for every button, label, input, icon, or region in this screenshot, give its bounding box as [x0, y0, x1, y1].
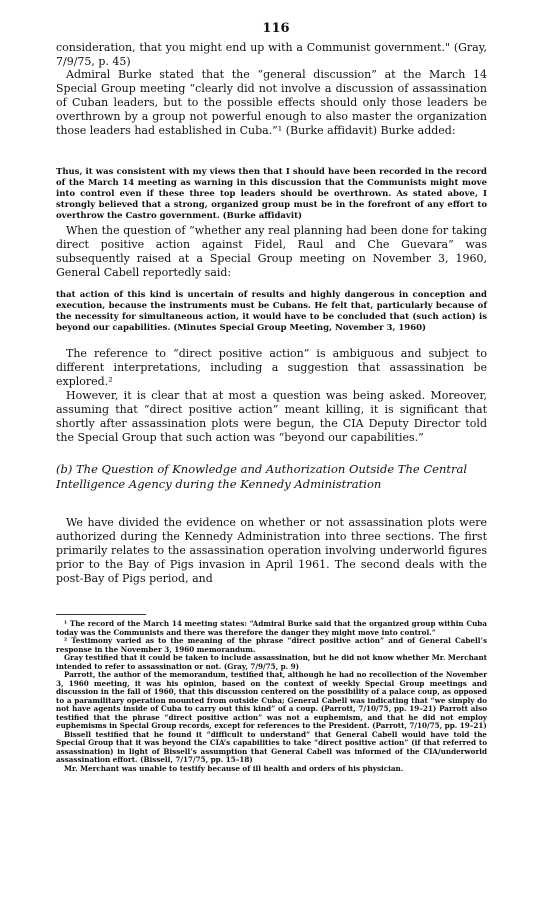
block-quote-2: that action of this kind is uncertain of results and highly dangerous in conception and execution, because the instruments must be Cubans. He felt that, particularly because of the necessity for simultaneous action, it would have to be concluded that (such action) is beyond our capabilities. (Minutes Special Group Meeting, November 3, 1960)	[56, 290, 487, 333]
paragraph-4: The reference to “direct positive action” is ambiguous and subject to different interpretations, including a suggestion that assassination be explored.²	[56, 347, 487, 388]
footnote-2-merchant: Mr. Merchant was unable to testify because of ill health and orders of his physician.	[64, 763, 404, 773]
paragraph-5: However, it is clear that at most a question was being asked. Moreover, assuming that “direct positive action” meant killing, it is significant that shortly after assassination plots were begun, the CIA Deputy Director told the Special Group that such action was “beyond our capabilities.”	[56, 389, 487, 444]
footnote-2-bissell: Bissell testified that he found it “difficult to understand” that General Cabell would have told the Special Group that it was beyond the CIA’s capabilities to take “direct positive action” (if that referred to assassination) in light of Bissell’s assumption that General Cabell was informed of the CIA/underworld assassination effort. (Bissell, 7/17/75, pp. 15–18)	[56, 729, 487, 764]
section-subheading: (b) The Question of Knowledge and Authorization Outside The Central Intelligence Agency during the Kennedy Administration	[56, 462, 468, 491]
footnote-2-parrott: Parrott, the author of the memorandum, testified that, although he had no recollection of the November 3, 1960 meeting, it was his opinion, based on the context of weekly Special Group meetings and discussion in the fall of 1960, that this discussion centered on the possibility of a palace coup, as opposed to a paramilitary operation mounted from outside Cuba; General Cabell was indicating that “we simply do not have agents inside of Cuba to carry out this kind” of a coup. (Parrott, 7/10/75, pp. 19–21) Parrott also testified that the phrase “direct positive action” was not a euphemism, and that he did not employ euphemisms in Special Group records, except for references to the President. (Parrott, 7/10/75, pp. 19–21)	[56, 670, 487, 730]
paragraph-3: When the question of “whether any real planning had been done for taking direct positive action against Fidel, Raul and Che Guevara” was subsequently raised at a Special Group meeting on November 3, 1960, General Cabell reportedly said:	[56, 224, 487, 279]
footnotes	[56, 620, 487, 773]
page-number: 116	[262, 21, 290, 36]
paragraph-2: Admiral Burke stated that the “general discussion” at the March 14 Special Group meeting “clearly did not involve a discussion of assassination of Cuban leaders, but to the possible effects should only those leaders be overthrown by a group not powerful enough to also master the organization those leaders had established in Cuba.”¹ (Burke affidavit) Burke added:	[56, 68, 487, 137]
footnote-1: ¹ The record of the March 14 meeting states: “Admiral Burke said that the organized group within Cuba today was the Communists and there was therefore the danger they might move into control.”	[56, 619, 487, 637]
paragraph-6: We have divided the evidence on whether or not assassination plots were authorized during the Kennedy Administration into three sections. The first primarily relates to the assassination operation involving underworld figures prior to the Bay of Pigs invasion in April 1961. The second deals with the post-Bay of Pigs period, and	[56, 516, 487, 585]
footnote-rule	[56, 614, 146, 615]
block-quote-1: Thus, it was consistent with my views then that I should have been recorded in the record of the March 14 meeting as warning in this discussion that the Communists might move into control even if these three top leaders should be overthrown. As stated above, I strongly believed that a strong, organized group must be in the forefront of any effort to overthrow the Castro government. (Burke affidavit)	[56, 167, 487, 221]
footnote-2-gray: Gray testified that it could be taken to include assassination, but he did not know whether Mr. Merchant intended to refer to assassination or not. (Gray, 7/9/75, p. 9)	[56, 653, 487, 671]
paragraph-1: consideration, that you might end up with a Communist government." (Gray, 7/9/75, p. 45)	[56, 41, 487, 68]
footnote-2: ² Testimony varied as to the meaning of the phrase “direct positive action” and of General Cabell’s response in the November 3, 1960 memorandum.	[56, 636, 487, 654]
